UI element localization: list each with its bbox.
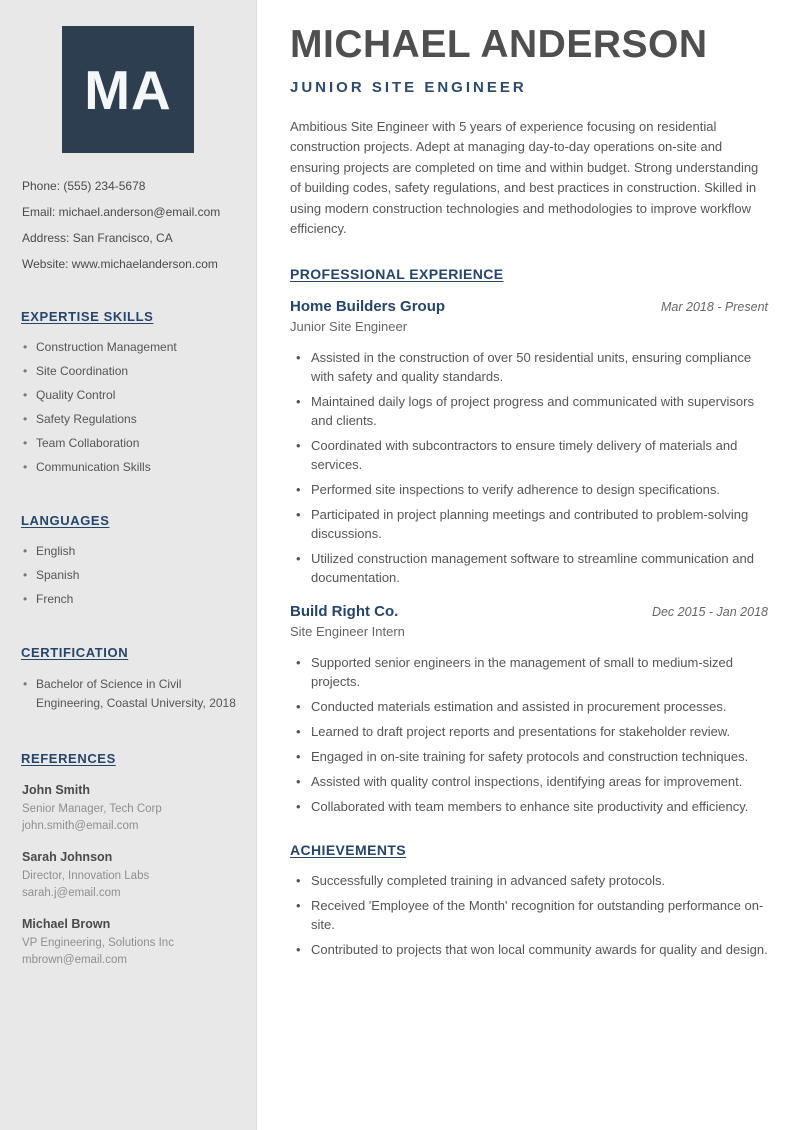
summary-paragraph: Ambitious Site Engineer with 5 years of experience focusing on residential construction projects. Adept at managing day-to-day operations on-site and ensuring projects are completed on time and within budget. Strong understanding of building codes, safety regulations, and best practices in construction. Skilled in using modern construction technologies and methodologies to improve workflow efficiency. — [290, 118, 759, 237]
contact-phone: Phone: (555) 234-5678 — [22, 179, 146, 193]
job-bullet: • Learned to draft project reports and presentations for stakeholder review. — [296, 722, 768, 741]
references-section — [0, 751, 256, 967]
achievements-list — [290, 871, 768, 959]
certification-heading: CERTIFICATION — [21, 645, 129, 660]
language-item: • Spanish — [23, 567, 242, 583]
job-entry — [290, 603, 768, 816]
certification-list — [0, 675, 256, 713]
experience-heading: PROFESSIONAL EXPERIENCE — [290, 265, 504, 282]
job-bullet: • Coordinated with subcontractors to ensure timely delivery of materials and services. — [296, 436, 768, 474]
contact-info — [22, 179, 242, 271]
language-item: • French — [23, 591, 242, 607]
reference-entry — [22, 917, 242, 967]
job-header — [290, 603, 768, 620]
reference-name: John Smith — [22, 783, 91, 797]
languages-section — [0, 513, 256, 607]
reference-email: john.smith@email.com — [22, 820, 139, 832]
language-item: • English — [23, 543, 242, 559]
job-dates: Dec 2015 - Jan 2018 — [651, 604, 768, 619]
job-title-subtitle: JUNIOR SITE ENGINEER — [290, 78, 527, 96]
reference-email: mbrown@email.com — [22, 954, 127, 966]
reference-title: VP Engineering, Solutions Inc — [22, 937, 174, 949]
reference-title: Senior Manager, Tech Corp — [22, 803, 162, 815]
skills-section — [0, 309, 256, 475]
certification-section — [0, 645, 256, 713]
job-role: Junior Site Engineer — [290, 318, 408, 334]
job-bullet: • Maintained daily logs of project progress and communicated with supervisors and clients. — [296, 392, 768, 430]
skill-item: • Communication Skills — [23, 459, 242, 475]
references-heading: REFERENCES — [21, 751, 116, 766]
sidebar — [0, 0, 257, 1130]
achievement-item: • Successfully completed training in advanced safety protocols. — [296, 871, 768, 890]
achievement-item: • Contributed to projects that won local community awards for quality and design. — [296, 940, 768, 959]
job-bullet: • Utilized construction management software to streamline communication and documentation. — [296, 549, 768, 587]
skills-heading: EXPERTISE SKILLS — [21, 309, 154, 324]
skill-item: • Team Collaboration — [23, 435, 242, 451]
job-bullet-list — [290, 653, 768, 816]
job-bullet: • Participated in project planning meetings and contributed to problem-solving discussions. — [296, 505, 768, 543]
avatar — [62, 26, 194, 153]
reference-entry — [22, 850, 242, 900]
reference-title: Director, Innovation Labs — [22, 870, 150, 882]
page-title: MICHAEL ANDERSON — [290, 23, 708, 66]
job-header — [290, 298, 768, 315]
contact-website: Website: www.michaelanderson.com — [22, 257, 218, 271]
job-bullet: • Performed site inspections to verify adherence to design specifications. — [296, 480, 768, 499]
job-bullet: • Assisted in the construction of over 50 residential units, ensuring compliance with safety and quality standards. — [296, 348, 768, 386]
skill-item: • Safety Regulations — [23, 411, 242, 427]
job-bullet: • Engaged in on-site training for safety protocols and construction techniques. — [296, 747, 768, 766]
achievements-heading: ACHIEVEMENTS — [290, 841, 407, 858]
skill-item: • Quality Control — [23, 387, 242, 403]
job-bullet: • Supported senior engineers in the management of small to medium-sized projects. — [296, 653, 768, 691]
reference-entry — [22, 783, 242, 833]
reference-name: Michael Brown — [22, 917, 111, 931]
job-entry — [290, 298, 768, 587]
skills-list — [0, 339, 256, 475]
reference-email: sarah.j@email.com — [22, 887, 121, 899]
skill-item: • Construction Management — [23, 339, 242, 355]
contact-email: Email: michael.anderson@email.com — [22, 205, 221, 219]
job-bullet: • Collaborated with team members to enhance site productivity and efficiency. — [296, 797, 768, 816]
job-bullet: • Assisted with quality control inspections, identifying areas for improvement. — [296, 772, 768, 791]
languages-list — [0, 543, 256, 607]
achievement-item: • Received 'Employee of the Month' recognition for outstanding performance on-site. — [296, 896, 768, 934]
contact-address: Address: San Francisco, CA — [22, 231, 173, 245]
company-name: Home Builders Group — [290, 297, 446, 315]
job-role: Site Engineer Intern — [290, 623, 405, 639]
job-bullet-list — [290, 348, 768, 587]
reference-name: Sarah Johnson — [22, 850, 113, 864]
certification-item: • Bachelor of Science in Civil Engineering, Coastal University, 2018 — [23, 675, 242, 713]
languages-heading: LANGUAGES — [21, 513, 110, 528]
company-name: Build Right Co. — [290, 602, 399, 620]
skill-item: • Site Coordination — [23, 363, 242, 379]
job-bullet: • Conducted materials estimation and assisted in procurement processes. — [296, 697, 768, 716]
avatar-initials: MA — [84, 58, 172, 121]
main-content — [258, 0, 800, 1130]
job-dates: Mar 2018 - Present — [661, 299, 768, 314]
